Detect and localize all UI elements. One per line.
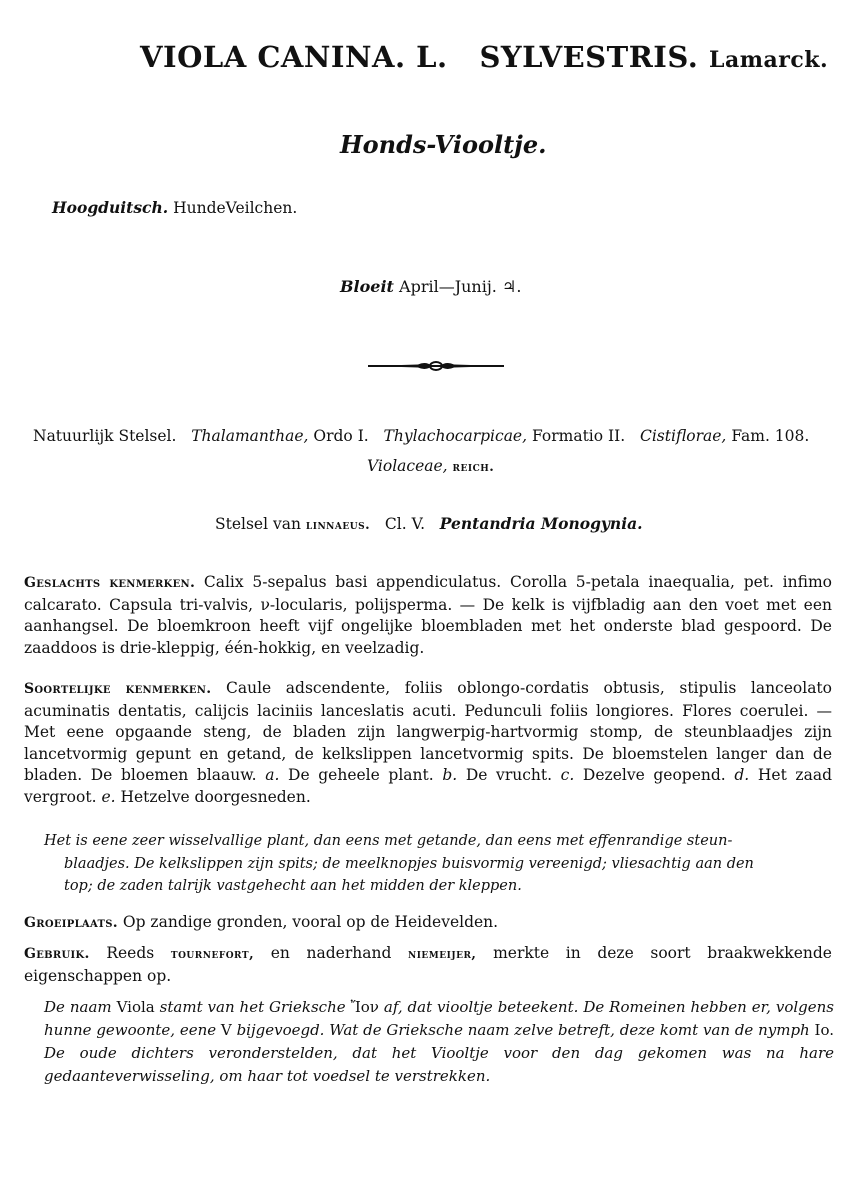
note-line: Het is eene zeer wisselvallige plant, dan eens met getande, dan eens met effenrandige steun-	[44, 833, 733, 849]
genus-text: Calix 5-sepalus basi appendiculatus. Corolla 5-petala inaequalia, pet. infimo calcarato. Capsula tri-valvis, ν-locularis, polijsperma. — De kelk is vijfbladig aan den voet met een aanhangsel. De bloemkroon heeft vijf ongelijke bloembladen met het onderste blad gespoord. De zaaddoos is drie-kleppig, één-hokkig, en veelzadig.	[24, 573, 832, 657]
usage-text: en naderhand	[270, 944, 392, 962]
author-name: Lamarck.	[708, 47, 829, 73]
formatio: Formatio II.	[531, 427, 626, 445]
letter-v: V	[220, 1021, 232, 1039]
habitat-text: Op zandige gronden, vooral op de Heidevelden.	[122, 913, 499, 931]
dutch-name: Honds-Viooltje.	[340, 130, 547, 159]
variability-note	[44, 830, 834, 898]
name-origin	[44, 996, 834, 1088]
note-line: blaadjes. De kelkslippen zijn spits; de meelknopjes buisvormig vereenigd; vliesachtig aan den	[64, 855, 754, 872]
family-name: Violaceae,	[367, 457, 448, 475]
name-origin-text: af, dat viooltje beteekent. De Romeinen hebben er, volgens hunne gewoonte, eene	[44, 998, 834, 1039]
note-line: top; de zaden talrijk vastgehecht aan het midden der kleppen.	[64, 878, 522, 894]
usage-text: Reeds	[106, 944, 155, 962]
figure-a-text: De geheele plant.	[288, 766, 434, 784]
perennial-symbol: ♃.	[501, 277, 522, 296]
variety-name: SYLVESTRIS.	[479, 40, 699, 74]
linnaeus-label: Stelsel van	[215, 515, 301, 533]
figure-b-text: De vrucht.	[465, 766, 553, 784]
figure-e-letter: e.	[101, 787, 116, 806]
figure-d-letter: d.	[734, 766, 750, 784]
usage-author-2: niemeijer,	[408, 947, 477, 962]
family-number: Fam. 108.	[731, 427, 810, 445]
usage-text: merkte in deze soort braakwekkende eigenschappen op.	[24, 944, 832, 985]
bloom-line	[340, 277, 521, 296]
linnaeus-class-name: Pentandria Monogynia.	[439, 514, 643, 533]
figure-d-text: Het zaad vergroot.	[24, 766, 832, 806]
name-origin-text: De naam	[44, 998, 112, 1016]
ornament-divider	[368, 358, 504, 374]
ordo: Ordo I.	[313, 427, 369, 445]
habitat	[24, 912, 832, 935]
species-label: Soortelijke kenmerken.	[24, 681, 212, 697]
bloom-period: April—Junij.	[399, 277, 497, 296]
linnaeus-system-line	[215, 514, 643, 533]
figure-c-text: Dezelve geopend.	[582, 766, 726, 784]
usage-author-1: tournefort,	[170, 947, 255, 962]
natural-class: Thalamanthae,	[191, 427, 309, 445]
name-origin-text: bijgevoegd. Wat de Grieksche naam zelve betreft, deze komt van de nymph	[236, 1021, 810, 1039]
name-word: Viola	[116, 998, 155, 1016]
natural-system-label: Natuurlijk Stelsel.	[33, 427, 177, 445]
name-origin-text: De oude dichters veronderstelden, dat het Viooltje voor den dag gekomen was na hare gedaanteverwisseling, om haar tot voedsel te verstrekken.	[44, 1044, 834, 1085]
figure-b-letter: b.	[442, 766, 458, 784]
linnaeus-class: Cl. V.	[384, 515, 426, 533]
species-name: VIOLA CANINA. L.	[140, 40, 448, 74]
habitat-label: Groeiplaats.	[24, 915, 118, 931]
species-text: Caule adscendente, foliis oblongo-cordatis obtusis, stipulis lanceolato acuminatis dentatis, calijcis laciniis lanceslatis acuti. Pedunculi foliis longiores. Flores coerulei. — Met eene opgaande steng, de bladen zijn langwerpig-hartvormig stomp, de steunblaadjes zijn lancetvormig gepunt en getand, de kelkslippen lancetvormig spits. De bloemstelen langer dan de bladen. De bloemen blaauw.	[24, 679, 832, 784]
natural-system-line	[33, 427, 809, 445]
figure-a-letter: a.	[265, 766, 280, 784]
linnaeus-name: linnaeus.	[305, 518, 371, 533]
page-title	[140, 40, 828, 74]
german-label: Hoogduitsch.	[52, 198, 169, 217]
german-name: HundeVeilchen.	[173, 199, 298, 217]
usage-label: Gebruik.	[24, 946, 90, 962]
family-author: reich.	[452, 460, 495, 475]
bloom-label: Bloeit	[340, 277, 394, 296]
figure-c-letter: c.	[560, 766, 575, 784]
greek-word: Ἴον	[350, 998, 379, 1016]
nymph-name: Io.	[814, 1021, 834, 1039]
usage	[24, 943, 832, 987]
ordo-name: Thylachocarpicae,	[383, 427, 528, 445]
species-characteristics	[24, 678, 832, 808]
genus-label: Geslachts kenmerken.	[24, 575, 196, 591]
formatio-name: Cistiflorae,	[639, 427, 727, 445]
figure-e-text: Hetzelve doorgesneden.	[120, 787, 311, 806]
genus-characteristics	[24, 572, 832, 659]
name-origin-text: stamt van het Grieksche	[159, 998, 346, 1016]
german-name-line	[52, 198, 297, 217]
natural-family-line	[367, 457, 494, 475]
